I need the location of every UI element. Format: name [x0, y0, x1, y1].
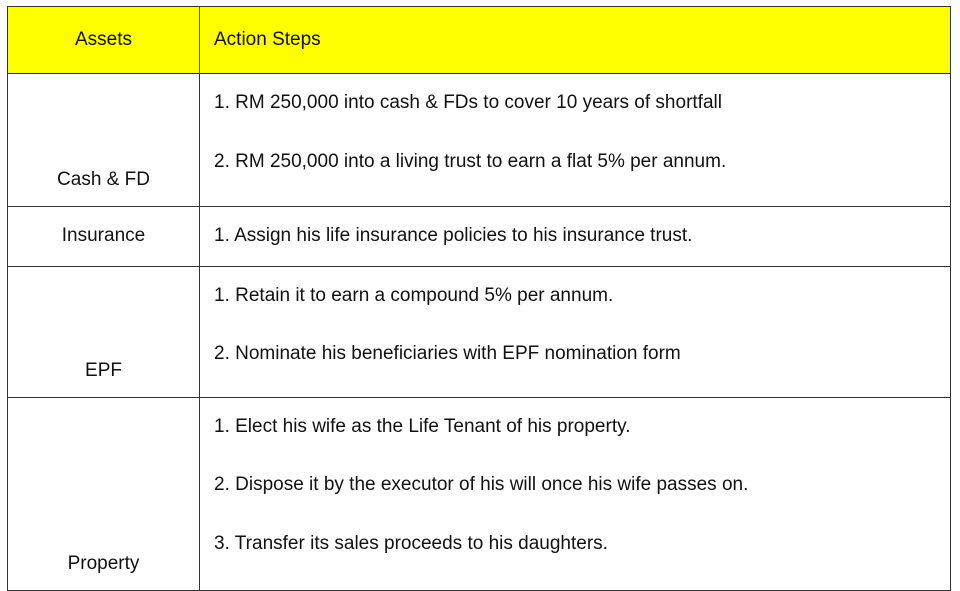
asset-cell: Insurance	[8, 207, 200, 267]
header-assets: Assets	[8, 7, 200, 74]
steps-cell	[200, 74, 951, 207]
action-step: 1. RM 250,000 into cash & FDs to cover 10 years of shortfall	[214, 92, 722, 113]
table-row-cash-fd	[8, 74, 951, 207]
action-step: 1. Retain it to earn a compound 5% per annum.	[214, 284, 614, 306]
asset-cell: Cash & FD	[8, 74, 200, 207]
steps-cell	[200, 397, 951, 590]
header-action-steps: Action Steps	[200, 7, 951, 74]
asset-cell: Property	[8, 397, 200, 590]
action-step: 2. Nominate his beneficiaries with EPF nomination form	[214, 343, 681, 364]
table-row-property	[8, 397, 951, 590]
steps-cell	[200, 207, 951, 267]
asset-cell: EPF	[8, 266, 200, 397]
action-step: 1. Elect his wife as the Life Tenant of his property.	[214, 415, 631, 437]
action-step: 2. RM 250,000 into a living trust to earn a flat 5% per annum.	[214, 150, 727, 172]
table-row-insurance	[8, 207, 951, 267]
action-step: 2. Dispose it by the executor of his will once his wife passes on.	[214, 474, 749, 495]
action-step: 3. Transfer its sales proceeds to his daughters.	[214, 532, 608, 554]
action-steps-table-container	[7, 6, 950, 574]
table-row-epf	[8, 266, 951, 397]
header-row	[8, 7, 951, 74]
steps-cell	[200, 266, 951, 397]
action-step: 1. Assign his life insurance policies to his insurance trust.	[214, 225, 693, 246]
action-steps-table	[7, 6, 951, 591]
